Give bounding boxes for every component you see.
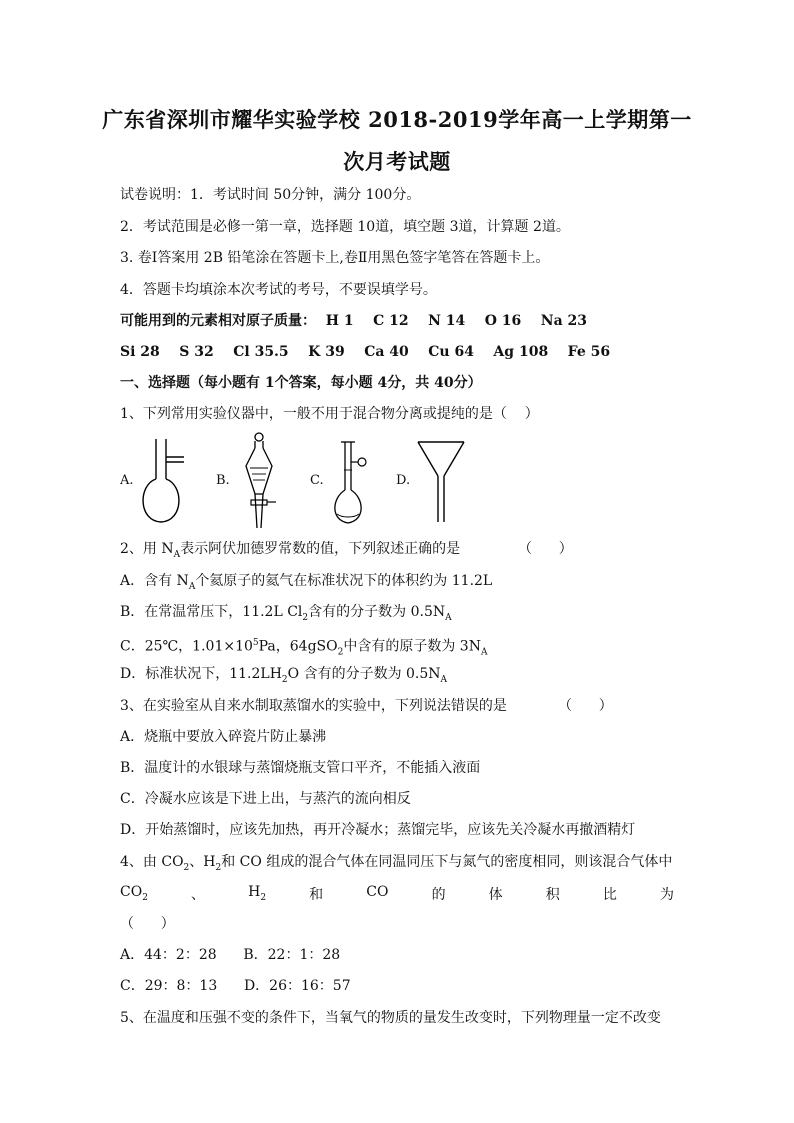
q4-word: 积 — [545, 887, 560, 903]
q4-answer-blank: （ ） — [120, 916, 175, 932]
q1-option-d-label: D. — [396, 473, 411, 488]
volumetric-flask-icon — [328, 440, 372, 526]
atomic-masses-row1: 可能用到的元素相对原子质量： H 1 C 12 N 14 O 16 Na 23 — [120, 313, 588, 329]
instruction-1: 试卷说明：1．考试时间 50分钟，满分 100分。 — [120, 187, 421, 203]
exam-title-line1: 广东省深圳市耀华实验学校 2018-2019学年高一上学期第一 — [102, 107, 692, 132]
q1-option-b-label: B. — [216, 473, 230, 488]
q4-word: 和 — [309, 887, 324, 903]
q2-option-b: B．在常温常压下，11.2L $Cl_2$含有的分子数为 $0.5N_A$ — [120, 604, 452, 623]
instruction-3: 3. 卷Ⅰ答案用 2B 铅笔涂在答题卡上,卷Ⅱ用黑色签字笔答在答题卡上。 — [120, 250, 550, 266]
q4-word: 的 — [431, 887, 446, 903]
exam-title-line2: 次月考试题 — [343, 149, 451, 174]
q2-option-d: D．标准状况下，$11.2LH_2O$ 含有的分子数为 $0.5N_A$ — [120, 666, 448, 685]
q4-word: CO — [366, 884, 389, 900]
q4-stem: 4、由 $CO_2$、$H_2$和 CO 组成的混合气体在同温同压下与氮气的密度相同，则该混合气体中 — [120, 854, 673, 873]
q3-stem: 3、在实验室从自来水制取蒸馏水的实验中，下列说法错误的是 — [120, 698, 507, 714]
q1-option-c-label: C. — [310, 473, 324, 488]
q3-option-c: C．冷凝水应该是下进上出，与蒸汽的流向相反 — [120, 791, 411, 807]
q4-word-h2: $H_2$ — [248, 884, 267, 903]
distillation-flask-icon — [136, 437, 194, 525]
q3-answer-blank: （ ） — [558, 698, 613, 714]
separatory-funnel-icon — [236, 432, 282, 530]
q2-answer-blank: （ ） — [518, 541, 573, 557]
q4-word: 体 — [488, 887, 503, 903]
q4-options-cd: C．29：8：13 D．26：16：57 — [120, 978, 351, 994]
atomic-masses-row2: Si 28 S 32 Cl 35.5 K 39 Ca 40 Cu 64 Ag 108 Fe 56 — [120, 344, 611, 360]
q1-option-a-label: A. — [120, 473, 134, 488]
q5-stem: 5、在温度和压强不变的条件下，当氧气的物质的量发生改变时，下列物理量一定不改变 — [120, 1010, 661, 1026]
instruction-2: 2．考试范围是必修一第一章，选择题 10道，填空题 3道，计算题 2道。 — [120, 219, 570, 235]
q3-option-a: A．烧瓶中要放入碎瓷片防止暴沸 — [120, 729, 327, 745]
q4-word: 比 — [602, 887, 617, 903]
q4-word-co2: $CO_2$ — [120, 884, 148, 903]
q2-stem: 2、用 $N_A$表示阿伏加德罗常数的值，下列叙述正确的是 — [120, 541, 461, 560]
q3-option-b: B．温度计的水银球与蒸馏烧瓶支管口平齐，不能插入液面 — [120, 760, 481, 776]
q3-option-d: D．开始蒸馏时，应该先加热，再开冷凝水；蒸馏完毕，应该先关冷凝水再撤酒精灯 — [120, 822, 636, 838]
q4-options-ab: A．44：2：28 B．22：1：28 — [120, 947, 341, 963]
section1-header: 一、选择题（每小题有 1个答案，每小题 4分，共 40分） — [120, 375, 482, 391]
funnel-icon — [416, 440, 466, 524]
q2-option-a: A．含有 $N_A$个氦原子的氦气在标准状况下的体积约为 11.2L — [120, 573, 493, 592]
q1-stem: 1、下列常用实验仪器中，一般不用于混合物分离或提纯的是（ ） — [120, 406, 539, 422]
q2-option-c: C．25℃，$1.01\times 10^5Pa$，64gSO$_2$中含有的原子数为 $3N_A$ — [120, 638, 488, 658]
q4-stem-row2 — [120, 884, 674, 904]
q4-word: 为 — [659, 887, 674, 903]
q4-word: 、 — [191, 887, 206, 903]
instruction-4: 4．答题卡均填涂本次考试的考号，不要误填学号。 — [120, 282, 437, 298]
